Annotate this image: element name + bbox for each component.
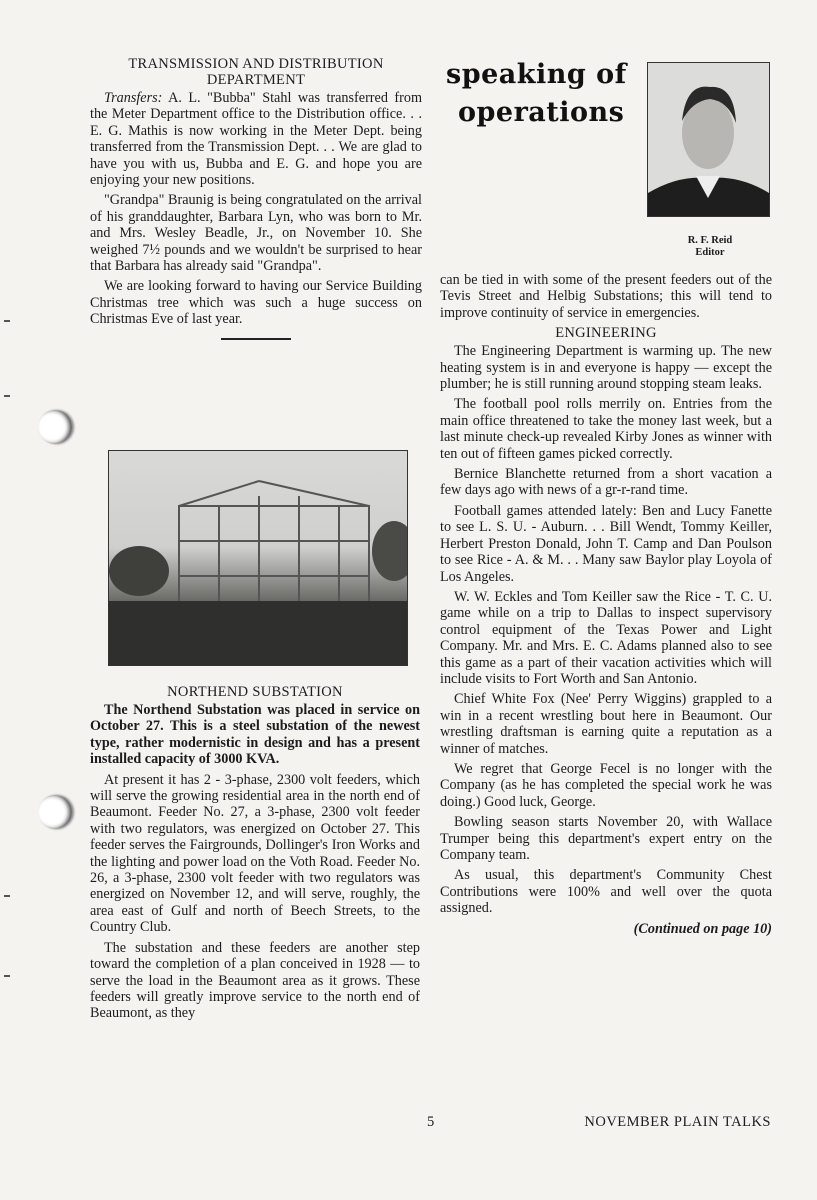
binder-hole: [38, 410, 72, 444]
margin-mark: [4, 895, 10, 897]
substation-photo: [108, 450, 408, 666]
margin-mark: [4, 395, 10, 397]
title-line: speaking of: [446, 59, 627, 90]
transmission-section: [90, 56, 422, 340]
section-heading: ENGINEERING: [555, 325, 657, 342]
paragraph: We regret that George Fecel is no longer with the Company (as he has completed the special work he was doing.) Good luck, George.: [440, 760, 772, 810]
section-heading: NORTHEND SUBSTATION: [167, 684, 343, 700]
editor-portrait: [647, 62, 770, 217]
paragraph: Bowling season starts November 20, with Wallace Trumper being this department's expert entry on the Company team.: [440, 814, 772, 863]
paragraph: As usual, this department's Community Chest Contributions were 100% and well over the quota assigned.: [440, 867, 772, 917]
engineering-section: [440, 272, 772, 937]
paragraph: Football games attended lately: Ben and Lucy Fanette to see L. S. U. - Auburn. . . Bill Wendt, Tommy Keiller, Herbert Preston Donald, John T. Camp and Dan Poulson to see Rice - A. & M. . . Many saw Baylor play Loyola of Los Angeles.: [440, 502, 772, 585]
paragraph: Bernice Blanchette returned from a short vacation a few days ago with news of a gr-r-rand time.: [440, 466, 772, 499]
editor-role: Editor: [695, 247, 725, 258]
margin-mark: [4, 975, 10, 977]
paragraph: The Engineering Department is warming up. The new heating system is in and everyone is happy — except the plumber; he is still running around stopping steam leaks.: [440, 343, 772, 393]
page-number: 5: [427, 1114, 435, 1130]
margin-mark: [4, 320, 10, 322]
paragraph: "Grandpa" Braunig is being congratulated on the arrival of his granddaughter, Barbara Lyn, who was born to Mr. and Mrs. Wesley Beadle, Jr., on November 10. She weighed 7½ pounds and we wouldn't be surprised to hear that Barbara has already said "Grandpa".: [90, 192, 422, 275]
substation-structure-image: [109, 451, 407, 665]
paragraph: W. W. Eckles and Tom Keiller saw the Rice - T. C. U. game while on a trip to Dallas to inspect supervisory control equipment of the Texas Power and Light Company. Mr. and Mrs. E. C. Adams planned also to see this game as a part of their vacation activities which will include visits to Fort Worth and San Antonio.: [440, 588, 772, 687]
paragraph: At present it has 2 - 3-phase, 2300 volt feeders, which will serve the growing residential area in the north end of Beaumont. Feeder No. 27, a 3-phase, 2300 volt feeder with two regulators, was energized on October 27. This feeder serves the Fairgrounds, Dollinger's Iron Works and the lighting and power load on the Voth Road. Feeder No. 26, a 3-phase, 2300 volt feeder with two regulators was energized on November 12, and will serve, roughly, the area east of Gulf and north of Beech Streets, to the Country Club.: [90, 771, 420, 936]
editor-name: R. F. Reid: [687, 235, 733, 246]
editor-caption: [660, 235, 760, 259]
paragraph: Chief White Fox (Nee' Perry Wiggins) grappled to a win in a recent wrestling bout here in Beaumont. Our wrestling draftsman is earning quite a reputation as a winner of matches.: [440, 691, 772, 757]
transfers-label: Transfers:: [104, 90, 163, 106]
title-line: operations: [458, 97, 625, 128]
paragraph: The substation and these feeders are another step toward the completion of a plan conceived in 1928 — to serve the load in the Beaumont area as it grows. These feeders will greatly improve service to the north end of Beaumont, as they: [90, 939, 420, 1022]
column-title: [446, 56, 627, 132]
paragraph: The Northend Substation was placed in service on October 27. This is a steel substation of the newest type, rather modernistic in design and has a present installed capacity of 3000 KVA.: [90, 702, 420, 768]
paragraph: We are looking forward to having our Service Building Christmas tree which was such a huge success on Christmas Eve of last year.: [90, 278, 422, 328]
paragraph: can be tied in with some of the present feeders out of the Tevis Street and Helbig Substations; this will tend to improve continuity of service in emergencies.: [440, 272, 772, 321]
northend-section: [90, 684, 420, 1026]
publication-name: NOVEMBER PLAIN TALKS: [584, 1114, 771, 1130]
continued-note: (Continued on page 10): [633, 920, 772, 937]
binder-hole: [38, 795, 72, 829]
paragraph-text: A. L. "Bubba" Stahl was transferred from the Meter Department office to the Distribution office. . . E. G. Mathis is now working in the Meter Dept. being transferred from the Transmission Dept. . . We are glad to have you with us, Bubba and E. G. and hope you are enjoying your new positions.: [90, 90, 422, 189]
paragraph: The football pool rolls merrily on. Entries from the main office threatened to take the money last week, but a last minute check-up revealed Kirby Jones as winner with ten out of fifteen games picked correctly.: [440, 396, 772, 462]
divider: [221, 338, 291, 340]
portrait-image: [648, 63, 769, 216]
paragraph: [90, 90, 422, 188]
section-heading: TRANSMISSION AND DISTRIBUTION DEPARTMENT: [128, 56, 384, 88]
